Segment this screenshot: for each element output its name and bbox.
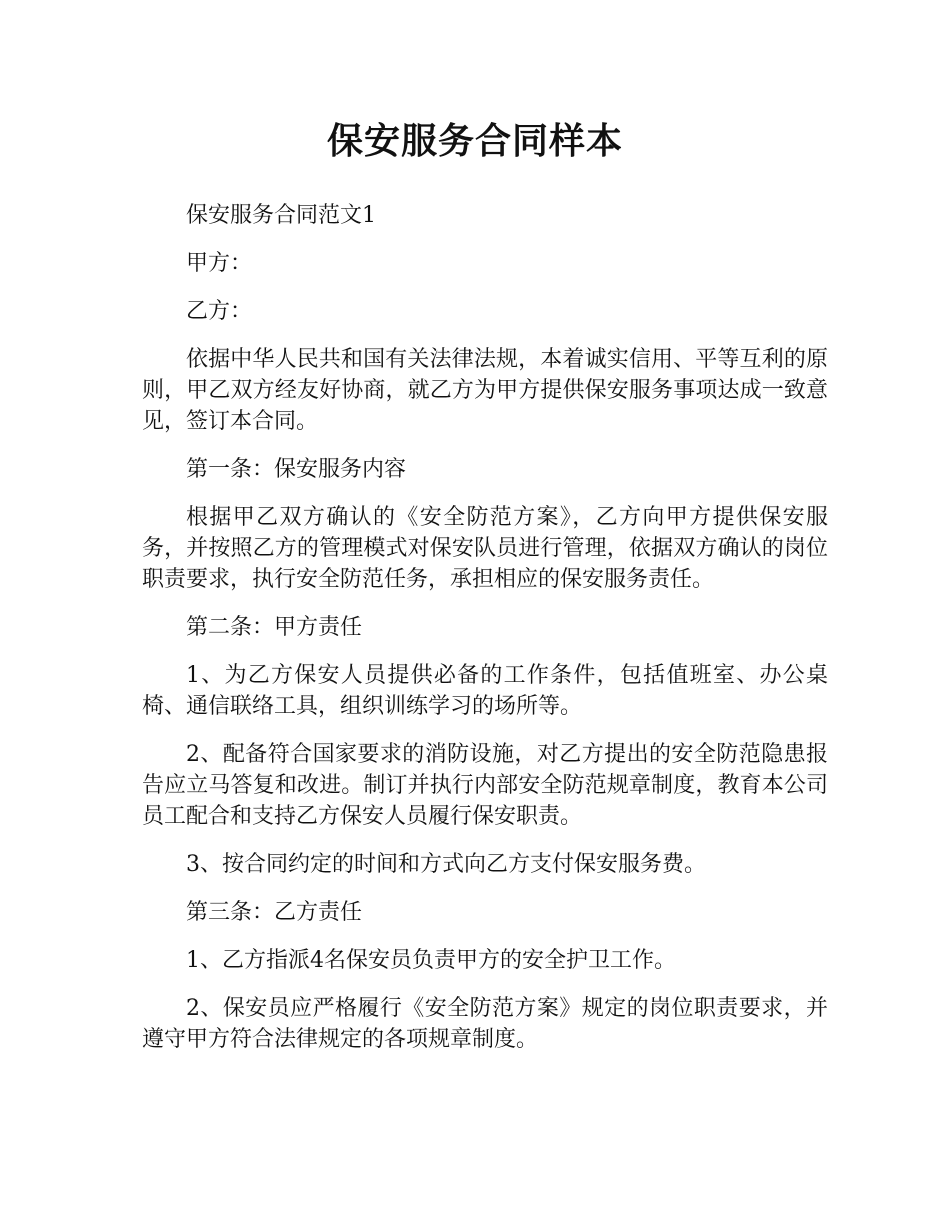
paragraph-item-2-3: 3、按合同约定的时间和方式向乙方支付保安服务费。 xyxy=(186,852,706,877)
paragraph-preamble: 依据中华人民共和国有关法律法规，本着诚实信用、平等互利的原则，甲乙双方经友好协商，就乙方为甲方提供保安服务事项达成一致意见，签订本合同。 xyxy=(142,347,828,434)
document-title: 保安服务合同样本 xyxy=(326,121,623,162)
section-heading-3: 第三条：乙方责任 xyxy=(186,900,363,925)
paragraph-item-3-1: 1、乙方指派4名保安员负责甲方的安全护卫工作。 xyxy=(186,948,676,973)
section-heading-2: 第二条：甲方责任 xyxy=(186,615,363,640)
document-body xyxy=(142,200,828,1072)
paragraph-item-2-1: 1、为乙方保安人员提供必备的工作条件，包括值班室、办公桌椅、通信联络工具，组织训练学习的场所等。 xyxy=(142,663,828,719)
paragraph-party-b: 乙方： xyxy=(186,299,253,324)
section-heading-1: 第一条：保安服务内容 xyxy=(186,457,407,482)
paragraph-item-3-2: 2、保安员应严格履行《安全防范方案》规定的岗位职责要求，并遵守甲方符合法律规定的各项规章制度。 xyxy=(142,996,828,1052)
paragraph-party-a: 甲方： xyxy=(186,251,253,276)
paragraph-section-1: 根据甲乙双方确认的《安全防范方案》，乙方向甲方提供保安服务，并按照乙方的管理模式对保安队员进行管理，依据双方确认的岗位职责要求，执行安全防范任务，承担相应的保安服务责任。 xyxy=(142,505,828,592)
paragraph-heading-sample: 保安服务合同范文1 xyxy=(186,203,376,228)
paragraph-item-2-2: 2、配备符合国家要求的消防设施，对乙方提出的安全防范隐患报告应立马答复和改进。制订并执行内部安全防范规章制度，教育本公司员工配合和支持乙方保安人员履行保安职责。 xyxy=(142,742,828,829)
